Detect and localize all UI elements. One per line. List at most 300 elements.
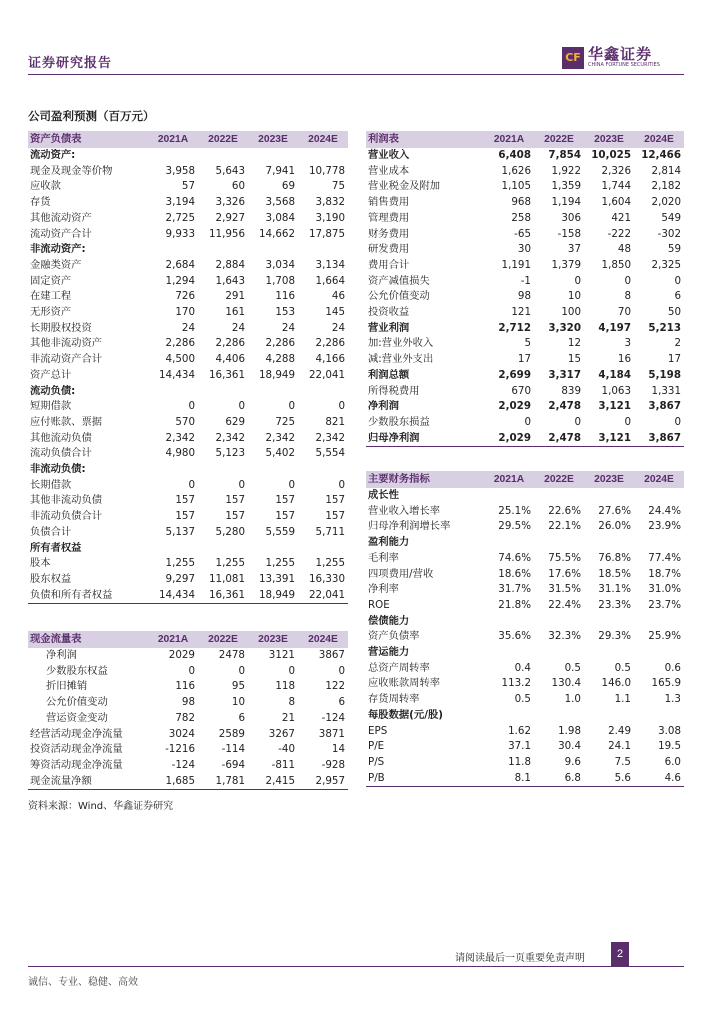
cell-value: 31.7% — [498, 583, 531, 596]
cell-value: 48 — [617, 243, 631, 256]
cell-value: 31.5% — [548, 583, 581, 596]
column-header: 2022E — [198, 631, 248, 648]
row-label: 非流动负债合计 — [30, 510, 103, 523]
cell-value: 15 — [567, 353, 581, 366]
table-row — [28, 664, 348, 680]
table-row — [366, 504, 684, 520]
table-row — [366, 519, 684, 535]
cell-value: 18.7% — [648, 567, 681, 580]
row-label: 盈利能力 — [368, 536, 410, 549]
cell-value: 1,359 — [551, 180, 581, 193]
row-label: 销售费用 — [368, 196, 410, 209]
row-label: 金融类资产 — [30, 258, 82, 271]
row-label: 偿债能力 — [368, 614, 410, 627]
cell-value: 21.8% — [498, 598, 531, 611]
cell-value: 3,121 — [584, 431, 634, 447]
cell-value — [148, 148, 198, 164]
footer-divider — [28, 966, 684, 967]
cell-value — [248, 148, 298, 164]
cell-value: 23.7% — [648, 598, 681, 611]
cell-value — [248, 462, 298, 478]
cell-value: 98 — [181, 696, 195, 709]
cell-value — [148, 384, 198, 400]
row-label: 加:营业外收入 — [368, 337, 434, 350]
cell-value — [634, 614, 684, 630]
cell-value: 3267 — [268, 727, 295, 740]
table-row — [366, 629, 684, 645]
cell-value: 549 — [661, 211, 681, 224]
balance-sheet-table — [28, 131, 348, 604]
cell-value: 17 — [517, 353, 531, 366]
table-row — [366, 661, 684, 677]
cell-value: 18.6% — [498, 567, 531, 580]
cell-value: 1.1 — [614, 693, 631, 706]
logo-cn-text: 华鑫证券 — [588, 45, 653, 63]
cell-value: 0 — [288, 478, 295, 491]
cell-value — [484, 488, 534, 504]
cell-value: 3,317 — [548, 368, 581, 381]
cell-value: -811 — [271, 758, 295, 771]
financial-indicators-table — [366, 471, 684, 787]
row-label: 毛利率 — [368, 551, 399, 564]
cell-value: 46 — [331, 290, 345, 303]
cell-value: 13,391 — [258, 572, 295, 585]
cell-value: 3,958 — [165, 164, 195, 177]
cell-value: 1.0 — [564, 693, 581, 706]
row-label: 少数股东损益 — [368, 415, 430, 428]
cell-value: 5,711 — [315, 525, 345, 538]
cell-value: 0 — [338, 478, 345, 491]
cell-value: 7.5 — [614, 755, 631, 768]
table-row — [28, 588, 348, 604]
cell-value: 0 — [188, 664, 195, 677]
table-header-row — [366, 471, 684, 488]
cell-value: 24 — [231, 321, 245, 334]
column-header: 2021A — [484, 471, 534, 488]
cell-value: 157 — [225, 510, 245, 523]
cell-value — [298, 541, 348, 557]
cell-value: 0 — [338, 664, 345, 677]
cell-value: 1,255 — [315, 557, 345, 570]
cell-value: 5,554 — [315, 447, 345, 460]
cell-value: 8 — [624, 290, 631, 303]
row-label: 管理费用 — [368, 211, 410, 224]
cell-value: 291 — [225, 290, 245, 303]
table-header-row — [28, 131, 348, 148]
cell-value: 1,664 — [315, 274, 345, 287]
cell-value: 116 — [275, 290, 295, 303]
cell-value: 5,137 — [165, 525, 195, 538]
cell-value: 121 — [511, 306, 531, 319]
cell-value: 157 — [175, 494, 195, 507]
cell-value: 2,957 — [298, 774, 348, 790]
cell-value: 5,198 — [648, 368, 681, 381]
cell-value: 2,342 — [165, 431, 195, 444]
data-source-note: 资料来源：Wind、华鑫证券研究 — [28, 801, 174, 812]
cell-value: 10 — [567, 290, 581, 303]
cell-value: 25.9% — [648, 630, 681, 643]
cell-value: 0 — [574, 415, 581, 428]
cell-value: 968 — [511, 196, 531, 209]
cell-value: 1.3 — [664, 693, 681, 706]
cell-value: 9,297 — [165, 572, 195, 585]
table-title: 资产负债表 — [28, 131, 148, 148]
row-label: 少数股东权益 — [46, 664, 108, 677]
cell-value: 0 — [574, 274, 581, 287]
cell-value: 4,406 — [215, 353, 245, 366]
cell-value: 782 — [175, 711, 195, 724]
cell-value: 2 — [674, 337, 681, 350]
cell-value: 2,725 — [165, 211, 195, 224]
cell-value: 1,063 — [601, 384, 631, 397]
table-row — [28, 462, 348, 478]
cell-value: -114 — [221, 743, 245, 756]
table-row — [366, 739, 684, 755]
row-label: 其他流动资产 — [30, 211, 92, 224]
disclaimer-link[interactable]: 请阅读最后一页重要免责声明 — [455, 953, 585, 964]
table-row — [366, 352, 684, 368]
table-row — [28, 541, 348, 557]
cell-value: 0.5 — [614, 661, 631, 674]
cell-value: 726 — [175, 290, 195, 303]
row-label: 资产总计 — [30, 368, 72, 381]
cell-value: 22.1% — [548, 520, 581, 533]
cell-value: 1,708 — [265, 274, 295, 287]
row-label: 投资活动现金净流量 — [30, 743, 123, 756]
logo-en-text: CHINA FORTUNE SECURITIES — [588, 62, 660, 68]
table-row — [28, 415, 348, 431]
cell-value: 60 — [231, 180, 245, 193]
table-row — [28, 368, 348, 384]
cell-value: 122 — [325, 680, 345, 693]
table-row — [366, 488, 684, 504]
cell-value: 3121 — [268, 649, 295, 661]
cell-value: 27.6% — [598, 504, 631, 517]
cell-value: 3,190 — [315, 211, 345, 224]
cell-value — [148, 541, 198, 557]
table-row — [366, 321, 684, 337]
cell-value: 76.8% — [598, 551, 631, 564]
cell-value: 0 — [188, 478, 195, 491]
cell-value: 0.6 — [664, 661, 681, 674]
cell-value: 17.6% — [548, 567, 581, 580]
cell-value — [198, 242, 248, 258]
cell-value: -40 — [278, 743, 295, 756]
cell-value: 153 — [275, 306, 295, 319]
cell-value — [534, 614, 584, 630]
row-label: 营运资金变动 — [46, 711, 108, 724]
cell-value: 570 — [175, 415, 195, 428]
cell-value: 12 — [567, 337, 581, 350]
cell-value: 16,361 — [198, 588, 248, 604]
cell-value: 3 — [624, 337, 631, 350]
cell-value: 157 — [325, 510, 345, 523]
row-label: 成长性 — [368, 489, 399, 501]
table-row — [366, 614, 684, 630]
cell-value: 3,121 — [598, 400, 631, 413]
table-row — [28, 742, 348, 758]
cell-value: 24 — [331, 321, 345, 334]
cell-value: 145 — [325, 306, 345, 319]
cell-value: 31.1% — [598, 583, 631, 596]
table-title: 主要财务指标 — [366, 471, 484, 488]
table-row — [366, 645, 684, 661]
cell-value: 0 — [624, 274, 631, 287]
row-label: 非流动资产: — [30, 243, 86, 256]
cell-value: 18.5% — [598, 567, 631, 580]
table-row — [28, 572, 348, 588]
cell-value: 69 — [281, 180, 295, 193]
cell-value — [584, 614, 634, 630]
table-row — [366, 708, 684, 724]
row-label: 所有者权益 — [30, 541, 82, 554]
table-row — [28, 227, 348, 243]
table-row — [28, 148, 348, 164]
table-row — [366, 289, 684, 305]
table-row — [366, 242, 684, 258]
table-row — [28, 164, 348, 180]
table-row — [366, 258, 684, 274]
table-row — [28, 679, 348, 695]
row-label: ROE — [368, 598, 390, 611]
cell-value: 130.4 — [551, 677, 581, 690]
cashflow-table — [28, 631, 348, 790]
table-row — [28, 258, 348, 274]
cell-value: 3,326 — [215, 196, 245, 209]
cell-value: 1,379 — [551, 258, 581, 271]
cell-value: 11.8 — [508, 755, 531, 768]
cell-value: 1,922 — [551, 164, 581, 177]
cell-value: -1 — [520, 274, 531, 287]
cell-value: 2,478 — [534, 431, 584, 447]
company-logo — [562, 46, 660, 69]
table-row — [366, 431, 684, 447]
table-row — [28, 305, 348, 321]
cell-value — [484, 708, 534, 724]
row-label: 资产负债率 — [368, 630, 420, 643]
cell-value — [298, 242, 348, 258]
cell-value: 50 — [667, 306, 681, 319]
cell-value: 5.6 — [584, 771, 634, 787]
cell-value: -222 — [607, 227, 631, 240]
cell-value: 16,361 — [208, 368, 245, 381]
table-row — [366, 274, 684, 290]
cell-value: 839 — [561, 384, 581, 397]
cell-value: 0 — [338, 400, 345, 413]
cell-value: 17,875 — [308, 227, 345, 240]
cell-value: 10,025 — [591, 149, 631, 161]
cell-value: 0.5 — [564, 661, 581, 674]
table-row — [28, 446, 348, 462]
column-header: 2023E — [248, 131, 298, 148]
cell-value: 4.6 — [634, 771, 684, 787]
table-row — [28, 478, 348, 494]
cell-value: 0 — [674, 274, 681, 287]
cell-value — [634, 535, 684, 551]
cell-value: 2,415 — [248, 774, 298, 790]
table-row — [28, 711, 348, 727]
cell-value: 24.4% — [648, 504, 681, 517]
cell-value: 2,684 — [165, 258, 195, 271]
row-label: 营业利润 — [368, 321, 410, 334]
table-title: 现金流量表 — [28, 631, 148, 648]
row-label: 应收账款周转率 — [368, 677, 441, 690]
row-label: 非流动资产合计 — [30, 353, 103, 366]
cell-value: 5,643 — [215, 164, 245, 177]
cell-value: 31.0% — [648, 583, 681, 596]
cell-value — [634, 645, 684, 661]
cell-value: 2,029 — [484, 431, 534, 447]
cell-value — [198, 541, 248, 557]
row-label: 营运能力 — [368, 646, 410, 659]
cell-value: 22,041 — [308, 368, 345, 381]
table-row — [366, 227, 684, 243]
cell-value: 157 — [275, 494, 295, 507]
row-label: 所得税费用 — [368, 384, 420, 397]
cell-value: 0 — [188, 400, 195, 413]
section-title: 公司盈利预测（百万元） — [28, 109, 155, 123]
cell-value: 6 — [338, 696, 345, 709]
table-row — [28, 399, 348, 415]
cell-value: 3,134 — [315, 258, 345, 271]
table-row — [28, 242, 348, 258]
cell-value: 3,034 — [265, 258, 295, 271]
table-row — [366, 336, 684, 352]
cell-value: 22.6% — [548, 504, 581, 517]
row-label: 净利润 — [368, 400, 399, 413]
cell-value: 11,081 — [208, 572, 245, 585]
row-label: 存货 — [30, 196, 51, 209]
cell-value: 2,286 — [265, 337, 295, 350]
column-header: 2023E — [584, 131, 634, 148]
cell-value: 161 — [225, 306, 245, 319]
cell-value: 3,867 — [634, 431, 684, 447]
cell-value: 3871 — [318, 727, 345, 740]
cell-value: 14,434 — [158, 368, 195, 381]
table-header-row — [366, 131, 684, 148]
cell-value: 95 — [231, 680, 245, 693]
column-header: 2024E — [634, 131, 684, 148]
cell-value: 5,280 — [215, 525, 245, 538]
cell-value: 22.4% — [548, 598, 581, 611]
table-row — [28, 695, 348, 711]
cell-value: 2,884 — [215, 258, 245, 271]
cell-value: 306 — [561, 211, 581, 224]
cell-value: 3867 — [318, 649, 345, 661]
cell-value — [484, 535, 534, 551]
row-label: 资产减值损失 — [368, 274, 430, 287]
row-label: 股本 — [30, 557, 51, 570]
cell-value: 1,255 — [215, 557, 245, 570]
cell-value: 5 — [524, 337, 531, 350]
cell-value: 23.3% — [598, 598, 631, 611]
cell-value: 2.49 — [608, 724, 631, 737]
cell-value — [198, 462, 248, 478]
cell-value — [198, 148, 248, 164]
row-label: 费用合计 — [368, 258, 410, 271]
cell-value: 6.0 — [664, 755, 681, 768]
cell-value: 16,330 — [308, 572, 345, 585]
cell-value: 4,197 — [598, 321, 631, 334]
table-row — [366, 567, 684, 583]
row-label: 其他非流动资产 — [30, 337, 103, 350]
cell-value: -65 — [514, 227, 531, 240]
cell-value — [534, 708, 584, 724]
cell-value: 2,342 — [215, 431, 245, 444]
cell-value: 258 — [511, 211, 531, 224]
cell-value: 74.6% — [498, 551, 531, 564]
row-label: EPS — [368, 724, 388, 737]
cell-value — [584, 535, 634, 551]
cell-value: 4,500 — [165, 353, 195, 366]
table-row — [366, 211, 684, 227]
cell-value: 2,182 — [651, 180, 681, 193]
table-row — [28, 336, 348, 352]
cell-value: 3.08 — [658, 724, 681, 737]
cell-value: 1,191 — [501, 258, 531, 271]
cell-value: 170 — [175, 306, 195, 319]
cell-value: 2,342 — [265, 431, 295, 444]
column-header: 2024E — [298, 131, 348, 148]
row-label: 固定资产 — [30, 274, 72, 287]
cell-value: 2,286 — [165, 337, 195, 350]
cell-value: 2,342 — [315, 431, 345, 444]
cell-value: 629 — [225, 415, 245, 428]
row-label: 营业收入增长率 — [368, 504, 441, 517]
cell-value: 1,685 — [148, 774, 198, 790]
row-label: 短期借款 — [30, 400, 72, 413]
cell-value — [484, 614, 534, 630]
cell-value: 2,699 — [498, 368, 531, 381]
cell-value — [248, 384, 298, 400]
cell-value: 4,166 — [315, 353, 345, 366]
cell-value: 165.9 — [651, 677, 681, 690]
logo-mark-icon: CF — [562, 47, 584, 69]
row-label: 负债和所有者权益 — [28, 588, 148, 604]
cell-value: -1216 — [165, 743, 195, 756]
cell-value: 2,814 — [651, 164, 681, 177]
cell-value: 16 — [617, 353, 631, 366]
table-row — [28, 648, 348, 664]
column-header: 2021A — [148, 131, 198, 148]
table-row — [366, 415, 684, 431]
row-label: 流动资产合计 — [30, 227, 92, 240]
row-label: 营业收入 — [368, 149, 410, 161]
row-label: 财务费用 — [368, 227, 410, 240]
cell-value: -302 — [657, 227, 681, 240]
column-header: 2021A — [484, 131, 534, 148]
row-label: P/E — [368, 740, 385, 753]
table-row — [366, 755, 684, 771]
cell-value — [298, 462, 348, 478]
cell-value: 30.4 — [558, 740, 581, 753]
table-header-row — [28, 631, 348, 648]
row-label: 股东权益 — [30, 572, 72, 585]
table-row — [28, 179, 348, 195]
cell-value: 0 — [288, 400, 295, 413]
row-label: 利润总额 — [368, 368, 410, 381]
cell-value: 3,194 — [165, 196, 195, 209]
cell-value — [248, 541, 298, 557]
cell-value: -124 — [321, 711, 345, 724]
cell-value: 157 — [175, 510, 195, 523]
table-row — [366, 368, 684, 384]
table-row — [28, 556, 348, 572]
table-row — [366, 724, 684, 740]
cell-value — [584, 645, 634, 661]
cell-value — [634, 708, 684, 724]
cell-value: 14 — [331, 743, 345, 756]
